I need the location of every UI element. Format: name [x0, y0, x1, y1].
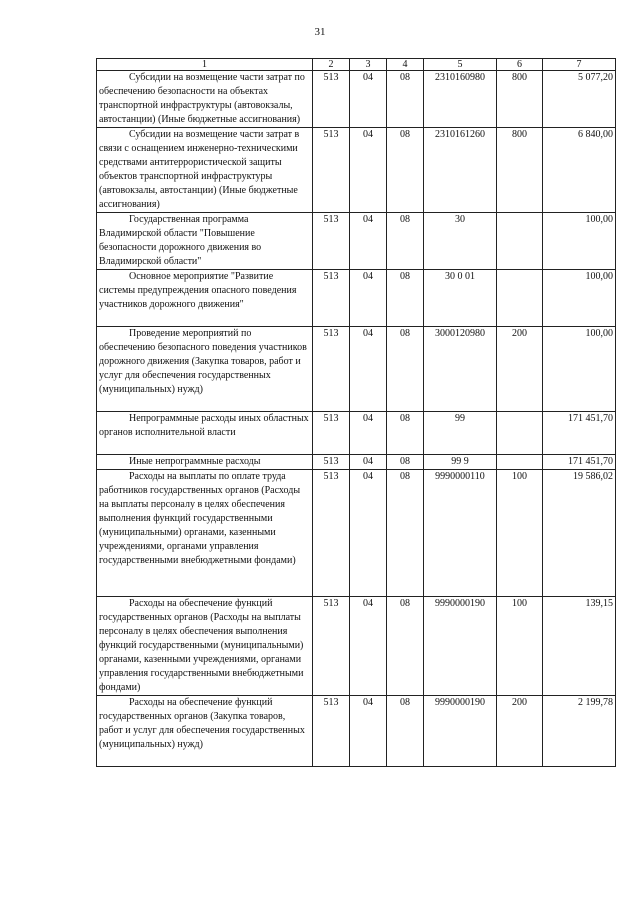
amount: 171 451,70: [543, 412, 616, 455]
target-article-code: 3000120980: [424, 327, 497, 412]
target-article-code: 30 0 01: [424, 270, 497, 327]
column-header: 7: [543, 59, 616, 71]
amount: 19 586,02: [543, 470, 616, 597]
section-code: 04: [350, 71, 387, 128]
ved-code: 513: [313, 327, 350, 412]
expense-name-text: Непрограммные расходы иных областных органов исполнительной власти: [99, 413, 309, 438]
amount: 100,00: [543, 213, 616, 270]
amount: 100,00: [543, 327, 616, 412]
expense-name: Субсидии на возмещение части затрат по обеспечению безопасности на объектах транспортной инфраструктуры (автовокзалы, автостанции) (Иные бюджетные ассигнования): [97, 71, 313, 128]
section-code: 04: [350, 270, 387, 327]
expense-type-code: 800: [497, 128, 543, 213]
expense-type-code: [497, 455, 543, 470]
section-code: 04: [350, 327, 387, 412]
amount: 100,00: [543, 270, 616, 327]
table-row: [97, 270, 616, 327]
column-header: 6: [497, 59, 543, 71]
expense-type-code: 100: [497, 470, 543, 597]
ved-code: 513: [313, 71, 350, 128]
target-article-code: 99: [424, 412, 497, 455]
expense-name-text: Проведение мероприятий по обеспечению безопасного поведения участников дорожного движения (Закупка товаров, работ и услуг для обеспечения государственных (муниципальных) нужд): [99, 328, 307, 395]
column-header: 5: [424, 59, 497, 71]
column-header: 3: [350, 59, 387, 71]
ved-code: 513: [313, 213, 350, 270]
expense-name: Иные непрограммные расходы: [97, 455, 313, 470]
ved-code: 513: [313, 128, 350, 213]
table-row: [97, 696, 616, 767]
target-article-code: 2310161260: [424, 128, 497, 213]
amount: 5 077,20: [543, 71, 616, 128]
target-article-code: 30: [424, 213, 497, 270]
expense-type-code: [497, 213, 543, 270]
subsection-code: 08: [387, 455, 424, 470]
expense-name: Государственная программа Владимирской области "Повышение безопасности дорожного движения во Владимирской области": [97, 213, 313, 270]
subsection-code: 08: [387, 270, 424, 327]
table-row: [97, 213, 616, 270]
table-row: [97, 597, 616, 696]
table-row: [97, 455, 616, 470]
section-code: 04: [350, 128, 387, 213]
amount: 6 840,00: [543, 128, 616, 213]
section-code: 04: [350, 470, 387, 597]
section-code: 04: [350, 455, 387, 470]
section-code: 04: [350, 696, 387, 767]
target-article-code: 9990000110: [424, 470, 497, 597]
expense-type-code: [497, 270, 543, 327]
section-code: 04: [350, 597, 387, 696]
target-article-code: 99 9: [424, 455, 497, 470]
expense-type-code: 800: [497, 71, 543, 128]
table-row: [97, 71, 616, 128]
subsection-code: 08: [387, 412, 424, 455]
ved-code: 513: [313, 597, 350, 696]
table-row: [97, 128, 616, 213]
subsection-code: 08: [387, 71, 424, 128]
expense-name: [97, 270, 313, 327]
amount: 2 199,78: [543, 696, 616, 767]
expense-name-text: Расходы на выплаты по оплате труда работников государственных органов (Расходы на выплаты персоналу в целях обеспечения выполнения функций государственными (муниципальными) органами, казенными учреждениями, органами управления государственными внебюджетными фондами): [99, 471, 301, 566]
subsection-code: 08: [387, 128, 424, 213]
expense-name: [97, 327, 313, 412]
expense-name: [97, 470, 313, 597]
subsection-code: 08: [387, 213, 424, 270]
subsection-code: 08: [387, 470, 424, 597]
page-number: 31: [314, 26, 326, 38]
expense-name: [97, 696, 313, 767]
ved-code: 513: [313, 696, 350, 767]
subsection-code: 08: [387, 327, 424, 412]
ved-code: 513: [313, 270, 350, 327]
column-header: 1: [97, 59, 313, 71]
column-header: 4: [387, 59, 424, 71]
table-row: [97, 412, 616, 455]
expense-type-code: [497, 412, 543, 455]
subsection-code: 08: [387, 696, 424, 767]
expense-type-code: 200: [497, 696, 543, 767]
target-article-code: 9990000190: [424, 597, 497, 696]
ved-code: 513: [313, 470, 350, 597]
subsection-code: 08: [387, 597, 424, 696]
expense-name: [97, 412, 313, 455]
table-row: [97, 470, 616, 597]
ved-code: 513: [313, 455, 350, 470]
expense-name: Субсидии на возмещение части затрат в связи с оснащением инженерно-техническими средствами антитеррористической защиты объектов транспортной инфраструктуры (автовокзалы, автостанции) (Иные бюджетные ассигнования): [97, 128, 313, 213]
expense-name-text: Расходы на обеспечение функций государственных органов (Закупка товаров, работ и услуг для обеспечения государственных (муниципальных) нужд): [99, 697, 305, 750]
expense-name-text: Основное мероприятие "Развитие системы предупреждения опасного поведения участников дорожного движения": [99, 271, 297, 310]
section-code: 04: [350, 213, 387, 270]
ved-code: 513: [313, 412, 350, 455]
table-row: [97, 327, 616, 412]
table-header-row: [97, 59, 616, 71]
budget-table: [96, 58, 616, 767]
expense-name: Расходы на обеспечение функций государственных органов (Расходы на выплаты персоналу в целях обеспечения выполнения функций государственными (муниципальными) органами, казенными учреждениями, органами управления государственными внебюджетными фондами): [97, 597, 313, 696]
column-header: 2: [313, 59, 350, 71]
target-article-code: 2310160980: [424, 71, 497, 128]
expense-type-code: 100: [497, 597, 543, 696]
amount: 139,15: [543, 597, 616, 696]
section-code: 04: [350, 412, 387, 455]
target-article-code: 9990000190: [424, 696, 497, 767]
amount: 171 451,70: [543, 455, 616, 470]
expense-type-code: 200: [497, 327, 543, 412]
